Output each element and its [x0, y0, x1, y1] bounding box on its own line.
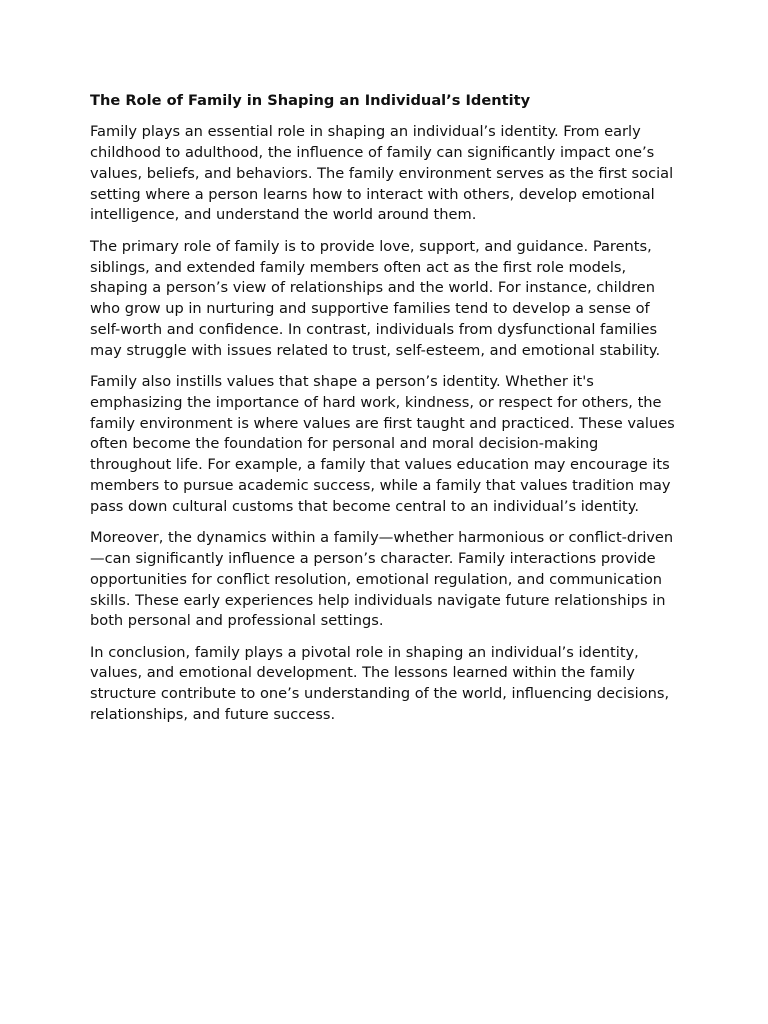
paragraph-3: Family also instills values that shape a person’s identity. Whether it's emphasizing the importance of hard work, kindness, or respect for others, the family environment is where values are first taught and practiced. These values often become the foundation for personal and moral decision-making throughout life. For example, a family that values education may encourage its members to pursue academic success, while a family that values tradition may pass down cultural customs that become central to an individual’s identity. — [90, 373, 675, 515]
paragraph-1: Family plays an essential role in shaping an individual’s identity. From early childhood to adulthood, the influence of family can significantly impact one’s values, beliefs, and behaviors. The family environment serves as the first social setting where a person learns how to interact with others, develop emotional intelligence, and understand the world around them. — [90, 123, 674, 224]
document-page — [90, 91, 680, 726]
paragraph-4: Moreover, the dynamics within a family—whether harmonious or conflict-driven—can significantly influence a person’s character. Family interactions provide opportunities for conflict resolution, emotional regulation, and communication skills. These early experiences help individuals navigate future relationships in both personal and professional settings. — [90, 529, 674, 630]
document-title: The Role of Family in Shaping an Individual’s Identity — [90, 92, 531, 109]
paragraph-5: In conclusion, family plays a pivotal role in shaping an individual’s identity, values, and emotional development. The lessons learned within the family structure contribute to one’s understanding of the world, influencing decisions, relationships, and future success. — [90, 643, 670, 724]
paragraph-2: The primary role of family is to provide love, support, and guidance. Parents, siblings, and extended family members often act as the first role models, shaping a person’s view of relationships and the world. For instance, children who grow up in nurturing and supportive families tend to develop a sense of self-worth and confidence. In contrast, individuals from dysfunctional families may struggle with issues related to trust, self-esteem, and emotional stability. — [90, 237, 661, 359]
